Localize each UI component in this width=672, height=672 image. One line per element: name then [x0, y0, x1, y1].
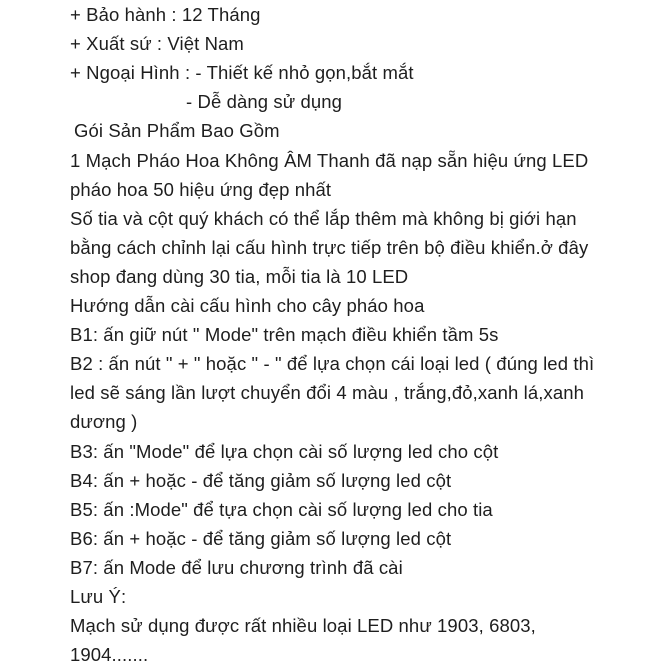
note-line-step-5: B5: ấn :Mode" để tựa chọn cài số lượng led cho tia	[70, 499, 493, 520]
note-line-origin: + Xuất sứ : Việt Nam	[70, 33, 244, 54]
note-line-rays-2: bằng cách chỉnh lại cấu hình trực tiếp trên bộ điều khiển.ở đây	[70, 237, 589, 258]
note-line-rays-1: Số tia và cột quý khách có thể lắp thêm mà không bị giới hạn	[70, 208, 577, 229]
note-line-step-6: B6: ấn + hoặc - để tăng giảm số lượng led cột	[70, 528, 452, 549]
note-line-caution-heading: Lưu Ý:	[70, 586, 127, 607]
note-line-step-4: B4: ấn + hoặc - để tăng giảm số lượng led cột	[70, 470, 452, 491]
note-line-package-2: pháo hoa 50 hiệu ứng đẹp nhất	[70, 179, 332, 200]
note-line-step-1: B1: ấn giữ nút " Mode" trên mạch điều khiển tầm 5s	[70, 324, 499, 345]
note-line-caution-1: Mạch sử dụng được rất nhiều loại LED như 1903, 6803,	[70, 615, 536, 636]
note-line-step-2b: led sẽ sáng lần lượt chuyển đổi 4 màu , trắng,đỏ,xanh lá,xanh	[70, 382, 584, 403]
note-line-caution-2: 1904.......	[70, 644, 149, 665]
note-line-step-3: B3: ấn "Mode" để lựa chọn cài số lượng led cho cột	[70, 441, 499, 462]
note-line-warranty: + Bảo hành : 12 Tháng	[70, 4, 261, 25]
note-line-appearance: + Ngoại Hình : - Thiết kế nhỏ gọn,bắt mắt	[70, 62, 414, 83]
note-line-guide-heading: Hướng dẫn cài cấu hình cho cây pháo hoa	[70, 295, 425, 316]
note-line-package-1: 1 Mạch Pháo Hoa Không ÂM Thanh đã nạp sẵn hiệu ứng LED	[70, 150, 589, 171]
note-line-step-7: B7: ấn Mode để lưu chương trình đã cài	[70, 557, 403, 578]
note-line-step-2a: B2 : ấn nút " + " hoặc " - " để lựa chọn cái loại led ( đúng led thì	[70, 353, 595, 374]
note-line-easy-use: - Dễ dàng sử dụng	[186, 91, 343, 112]
note-line-step-2c: dương )	[70, 411, 138, 432]
note-line-package-heading: Gói Sản Phẩm Bao Gồm	[74, 120, 280, 141]
note-line-rays-3: shop đang dùng 30 tia, mỗi tia là 10 LED	[70, 266, 409, 287]
